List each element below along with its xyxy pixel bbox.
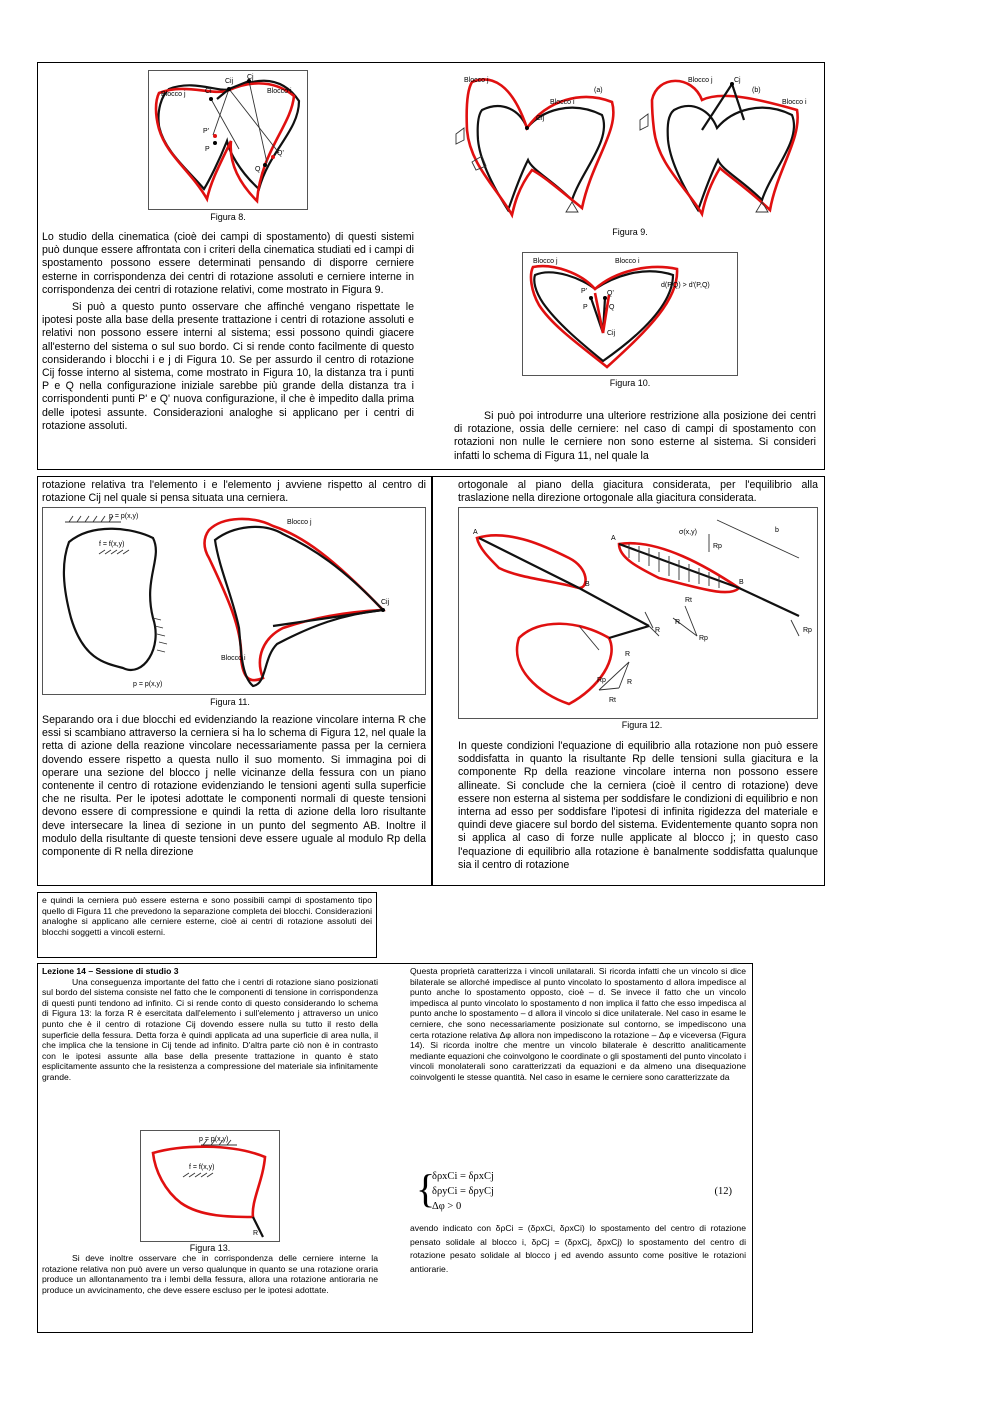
- section1-right-text: [454, 410, 816, 467]
- paragraph: Si deve inoltre osservare che in corrispondenza delle cerniere interne la rotazione relativa non può avere un verso qualunque in quanto se una rotazione oraria produce un allontanamento tra i lembi della fessura, allora una rotazione antioraria ne produce un avvicinamento, che deve essere escluso per le ipotesi adottate.: [42, 1253, 378, 1295]
- svg-text:Rp: Rp: [803, 627, 812, 634]
- svg-text:P': P': [203, 128, 210, 135]
- point-cij: [227, 87, 231, 91]
- svg-text:f = f(x,y): f = f(x,y): [99, 541, 125, 548]
- section4-right-text-2: [410, 1222, 746, 1280]
- paragraph: Questa proprietà caratterizza i vincoli unilatarali. Si ricorda infatti che un vincolo si dice bilaterale se allorché impedisce al punto vincolato lo spostamento d allora impedisce al punto anche lo spostamento opposto, cioè – d. Se invece il fatto che un vincolo impedisca al punto vincolato lo spostamento d non implica il fatto che esso impedisca al punto anche lo spostamento – d allora il vincolo si dice unilaterale. Nel caso in esame le cerniere, che sono necessariamente posizionate sul contorno, se impediscono una certa rotazione relativa Δφ allora non impediscono la rotazione – Δφ e viceversa (Figura 14). Si ricorda inoltre che mentre un vincolo bilaterale è descritto analiticamente mediante equazioni che coinvolgono le coordinate o gli spostamenti del punto vincolato i vincoli monolaterali sono caratterizzati da equazioni e da almeno una disequazione coinvolgenti le stesse quantità. Nel caso in esame le cerniere sono caratterizzate da: [410, 966, 746, 1082]
- svg-text:Blocco j: Blocco j: [464, 77, 489, 84]
- svg-text:Rt: Rt: [609, 697, 616, 704]
- svg-text:f = f(x,y): f = f(x,y): [189, 1164, 215, 1171]
- paragraph: Lo studio della cinematica (cioè dei campi di spostamento) di questi sistemi può dunque essere affrontata con i criteri della cinematica studiati ed i campi di spostamento possono essere determinati pensando di disporre cerniere esterne in corrispondenza dei centri di rotazione assoluti e cerniere interne in corrispondenza dei centri di rotazione relativi, come mostrato in Figura 9.: [42, 231, 414, 296]
- svg-text:Blocco i: Blocco i: [615, 258, 640, 265]
- paragraph: Si può poi introdurre una ulteriore restrizione alla posizione dei centri di rotazione, ossia delle cerniere: nel caso di campi di spostamento con rotazioni non nulle le cerniere non sono esterne al sistema. Si consideri infatti lo schema di Figura 11, nel quale la: [454, 410, 816, 462]
- paragraph: Si può a questo punto osservare che affinché vengano rispettate le ipotesi poste alla base della presente trattazione i centri di rotazione assoluti e relativi non possono essere interni al sistema; essi possono quindi giacere all'esterno del sistema o sul suo bordo. Ci si rende conto facilmente di questo considerando i blocchi i e j di Figura 10. Se per assurdo il centro di rotazione Cij fosse interno al sistema, come mostrato in Figura 10, la distanza tra i punti P e Q nella configurazione iniziale sarebbe più grande della distanza tra i corrispondenti punti P' e Q' nuova configurazione, il che è impedito dalla prima delle ipotesi assunte. Considerazioni analoghe si applicano per i centri di rotazione assoluti.: [42, 301, 414, 432]
- svg-text:σ(x,y): σ(x,y): [679, 529, 697, 536]
- figure-9-caption: Figura 9.: [612, 227, 648, 237]
- svg-text:Blocco i: Blocco i: [782, 99, 807, 106]
- svg-text:Q': Q': [607, 290, 614, 297]
- equation-brace: {: [416, 1166, 436, 1211]
- equation-line-2: δρyCi = δρyCj: [432, 1186, 494, 1197]
- figure-12-caption: Figura 12.: [621, 720, 663, 730]
- svg-text:(b): (b): [752, 87, 761, 94]
- svg-text:A: A: [611, 535, 616, 542]
- svg-text:Q: Q: [255, 166, 261, 173]
- lesson-title: Lezione 14 – Sessione di studio 3: [42, 966, 179, 976]
- figure-9: [452, 70, 817, 225]
- svg-text:Ci: Ci: [205, 88, 212, 95]
- figure-13-caption: Figura 13.: [189, 1243, 231, 1253]
- section2-right-text: In queste condizioni l'equazione di equilibrio alla rotazione non può essere soddisfatta in quanto la risultante Rp delle tensioni sulla giacitura e la componente Rp della reazione vincolare interna non possono essere allineate. Si conclude che la cerniera (cioè il centro di rotazione) deve essere non esterna al sistema per soddisfare le condizioni di equilibrio e non interna ad esso per soddisfare l'ipotesi di infinita rigidezza del materiale e quindi deve giacere sul bordo del sistema. Evidentemente quanto sopra non si applica al caso di forze nulle applicate al blocco j; in questo caso l'equazione di equilibrio alla rotazione è banalmente soddisfatta qualunque sia il centro di rotazione: [458, 740, 818, 871]
- svg-text:Blocco j: Blocco j: [533, 258, 558, 265]
- paragraph: Una conseguenza importante del fatto che i centri di rotazione siano posizionati sul bordo del sistema consiste nel fatto che le componenti di tensione in corrispondenza di questi punti tendono ad infinito. Ci si rende conto di questo considerando lo schema di Figura 13: la forza R è esercitata dall'elemento i sull'elemento j attraverso un unico punto che è il centro di rotazione Cij dovendo essere nulla su tutto il resto della superficie della fessura. Detta forza è quindi applicata ad una superficie di area nulla, il che implica che la tensione in Cij tende ad infinito. D'altra parte ciò non è in contrasto con le ipotesi assunte alla base della presente trattazione in quanto è stato esplicitamente assunto che la resistenza a compressione del materiale sia infinitamente grande.: [42, 976, 378, 1082]
- svg-text:d(P,Q) > d'(P,Q): d(P,Q) > d'(P,Q): [661, 282, 710, 289]
- section2-left-text: Separando ora i due blocchi ed evidenziando la reazione vincolare interna R che essi si scambiano attraverso la cerniera si ha lo schema di Figura 12, nel quale la retta di azione della reazione vincolare necessariamente passa per la cerniera dovendo essere rispetto a questa nullo il suo momento. Si immagina poi di operare una sezione del blocco j nelle vicinanze della fessura con un piano contenente il centro di rotazione evidenziando le tensioni agenti sulla superficie che ne risulta. Per le ipotesi adottate le componenti normali di queste tensioni devono essere di compressione e quindi la retta di azione della loro risultante deve intersecare la linea di sezione in un punto del segmento AB. Inoltre il modulo della risultante di queste tensioni deve essere uguale al modulo Rp della componente di R nella direzione: [42, 714, 426, 859]
- svg-text:Blocco j: Blocco j: [287, 519, 312, 526]
- svg-text:Cij: Cij: [381, 599, 390, 606]
- svg-text:R: R: [627, 679, 633, 686]
- svg-text:Q': Q': [277, 150, 284, 157]
- svg-text:P': P': [581, 288, 588, 295]
- paragraph: avendo indicato con δρCi = (δρxCi, δρxCi) lo spostamento del centro di rotazione pensato solidale al blocco i, δρCj = (δρxCj, δρxCj) lo spostamento del centro di rotazione pesato solidale al blocco j ed avendo assunto come positive le rotazioni antiorarie.: [410, 1223, 746, 1274]
- svg-text:R: R: [655, 627, 661, 634]
- svg-text:Blocco j: Blocco j: [688, 77, 713, 84]
- svg-text:p = p(x,y): p = p(x,y): [109, 513, 139, 520]
- section4-left-text-2: [42, 1253, 378, 1299]
- svg-text:P: P: [583, 304, 588, 311]
- svg-text:Rp: Rp: [699, 635, 708, 642]
- section4-right-text: [410, 966, 746, 1087]
- svg-text:B: B: [739, 579, 744, 586]
- svg-text:p = p(x,y): p = p(x,y): [199, 1136, 229, 1143]
- svg-text:Rp: Rp: [713, 543, 722, 550]
- svg-text:Cij: Cij: [607, 330, 616, 337]
- svg-text:b: b: [775, 527, 779, 534]
- section3-text: e quindi la cerniera può essere esterna e sono possibili campi di spostamento tipo quello di Figura 11 che prevedono la separazione completa dei blocchi. Considerazioni analoghe si applicano alle cerniere esterne, cioè ai centri di rotazione assoluti dei blocchi soggetti a vincoli esterni.: [42, 895, 372, 937]
- section2-top-right: ortogonale al piano della giacitura considerata, per l'equilibrio alla traslazione nella direzione ortogonale alla giacitura considerata.: [458, 479, 818, 505]
- svg-text:Rp: Rp: [597, 677, 606, 684]
- svg-text:Cij: Cij: [225, 78, 234, 85]
- fig8-label-blocco-j: Blocco j: [161, 91, 186, 98]
- svg-text:p = p(x,y): p = p(x,y): [133, 681, 163, 688]
- svg-text:(a): (a): [594, 87, 603, 94]
- svg-text:Q: Q: [609, 304, 615, 311]
- svg-text:B: B: [585, 581, 590, 588]
- point-ci: [209, 97, 213, 101]
- svg-text:Cj: Cj: [734, 77, 741, 84]
- equation-line-1: δρxCi = δρxCj: [432, 1171, 494, 1182]
- figure-8: [148, 70, 308, 210]
- svg-text:R: R: [675, 619, 681, 626]
- svg-text:Blocco i: Blocco i: [550, 99, 575, 106]
- fig8-label-blocco-i: Blocco i: [267, 88, 292, 95]
- section4-left-text: [42, 966, 378, 1087]
- figure-11-caption: Figura 11.: [210, 697, 250, 707]
- equation-number: (12): [714, 1186, 732, 1197]
- svg-text:Cj: Cj: [247, 74, 254, 81]
- figure-8-caption: Figura 8.: [210, 212, 246, 222]
- equation-12: [416, 1166, 746, 1216]
- equation-line-3: Δφ > 0: [432, 1201, 462, 1212]
- svg-text:R: R: [253, 1230, 259, 1237]
- figure-10-caption: Figura 10.: [609, 378, 651, 388]
- figure-10: [522, 252, 738, 376]
- section1-left-text: [42, 231, 414, 437]
- svg-text:P: P: [205, 146, 210, 153]
- figure-11: [42, 507, 426, 695]
- svg-text:Rt: Rt: [685, 597, 692, 604]
- svg-text:Blocco i: Blocco i: [221, 655, 246, 662]
- figure-13: [140, 1130, 280, 1242]
- section2-top-left: rotazione relativa tra l'elemento i e l'elemento j avviene rispetto al centro di rotazione Cij nel quale si pensa situata una cerniera.: [42, 479, 426, 505]
- svg-text:R: R: [625, 651, 631, 658]
- figure-12: [458, 507, 818, 719]
- svg-text:A: A: [473, 529, 478, 536]
- svg-text:Cij: Cij: [536, 115, 545, 122]
